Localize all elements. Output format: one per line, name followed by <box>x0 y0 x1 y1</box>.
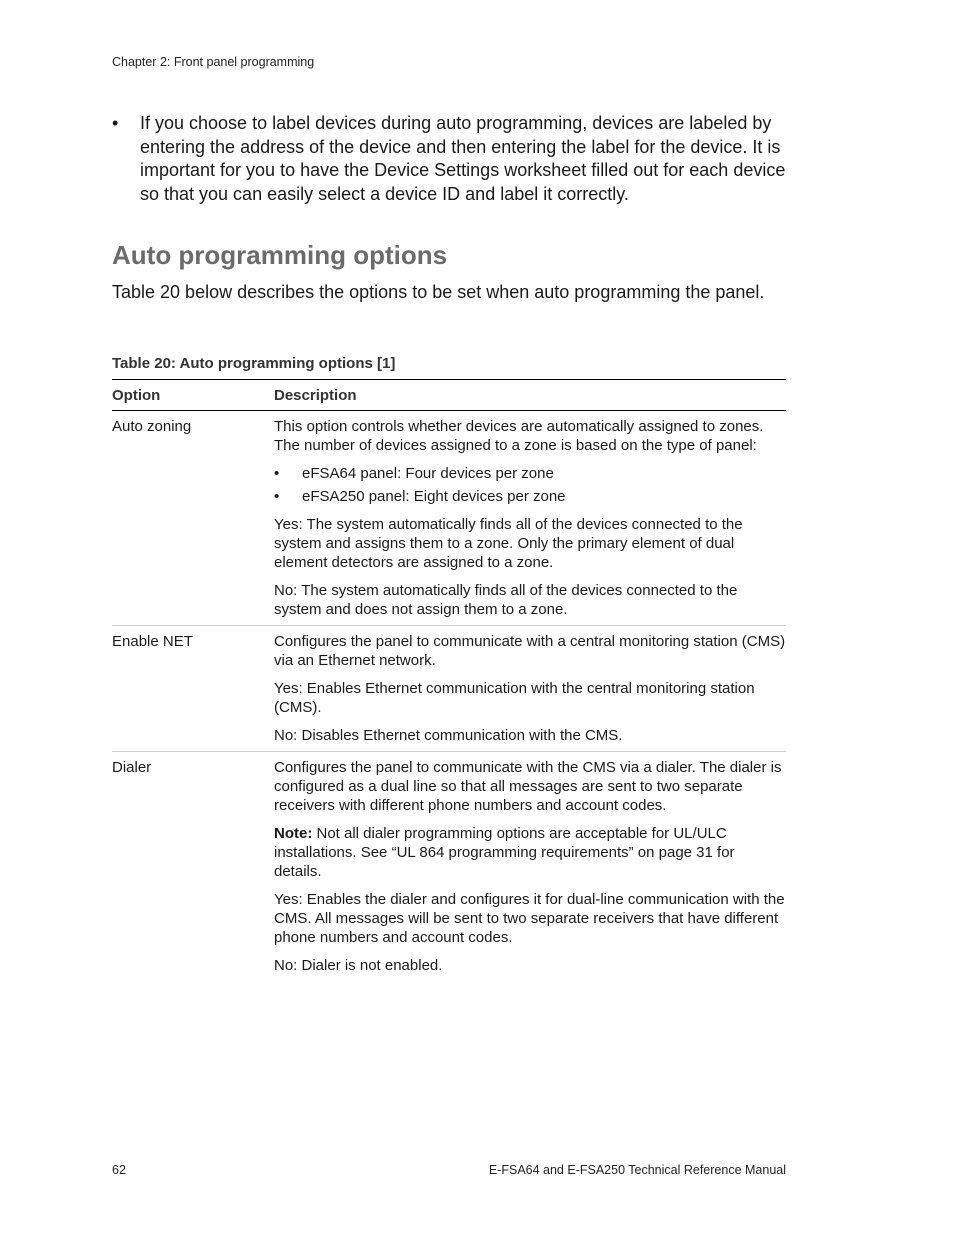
note-text: Not all dialer programming options are acceptable for UL/ULC installations. See “UL 864 programming requirements” on page 31 for details. <box>274 825 735 880</box>
bullet-icon: • <box>274 488 280 505</box>
panel-list <box>274 464 786 506</box>
description-paragraph: Configures the panel to communicate with the CMS via a dialer. The dialer is configured as a dual line so that all messages are sent to two separate receivers with different phone numbers and account codes. <box>274 759 782 814</box>
section-heading: Auto programming options <box>112 240 448 270</box>
table-header-row <box>112 379 786 411</box>
bullet-icon: • <box>112 113 119 133</box>
list-item: • eFSA64 panel: Four devices per zone <box>274 465 554 482</box>
intro-bullet-item <box>112 112 792 206</box>
header-option: Option <box>112 387 161 404</box>
description-paragraph: No: Dialer is not enabled. <box>274 957 443 974</box>
option-description <box>274 632 786 745</box>
header-description: Description <box>274 387 357 404</box>
description-paragraph: Yes: Enables Ethernet communication with the central monitoring station (CMS). <box>274 680 755 716</box>
option-name: Auto zoning <box>112 418 192 435</box>
chapter-header: Chapter 2: Front panel programming <box>112 55 315 69</box>
note-label: Note: <box>274 825 313 842</box>
list-item: • eFSA250 panel: Eight devices per zone <box>274 488 566 505</box>
table-caption: Table 20: Auto programming options [1] <box>112 355 396 372</box>
options-table <box>112 379 786 981</box>
option-name: Enable NET <box>112 633 193 650</box>
description-paragraph: No: The system automatically finds all of the devices connected to the system and does not assign them to a zone. <box>274 582 738 618</box>
page-number: 62 <box>112 1163 126 1177</box>
table-row <box>112 626 786 752</box>
option-description <box>274 417 786 619</box>
section-lead: Table 20 below describes the options to be set when auto programming the panel. <box>112 282 765 302</box>
note-paragraph <box>274 824 786 881</box>
table-row <box>112 411 786 626</box>
manual-title: E-FSA64 and E-FSA250 Technical Reference Manual <box>488 1163 786 1177</box>
description-paragraph: Configures the panel to communicate with a central monitoring station (CMS) via an Ethernet network. <box>274 633 786 669</box>
bullet-icon: • <box>274 465 280 482</box>
description-paragraph: No: Disables Ethernet communication with the CMS. <box>274 727 623 744</box>
table-row <box>112 752 786 981</box>
description-paragraph: This option controls whether devices are automatically assigned to zones. The number of devices assigned to a zone is based on the type of panel: <box>274 418 764 454</box>
description-paragraph: Yes: The system automatically finds all of the devices connected to the system and assigns them to a zone. Only the primary element of dual element detectors are assigned to a zone. <box>274 516 743 571</box>
option-name: Dialer <box>112 759 152 776</box>
option-description <box>274 758 786 975</box>
intro-text: If you choose to label devices during auto programming, devices are labeled by entering the address of the device and then entering the label for the device. It is important for you to have the Device Settings worksheet filled out for each device so that you can easily select a device ID and label it correctly. <box>140 113 786 204</box>
description-paragraph: Yes: Enables the dialer and configures it for dual-line communication with the CMS. All messages will be sent to two separate receivers that have different phone numbers and account codes. <box>274 891 785 946</box>
